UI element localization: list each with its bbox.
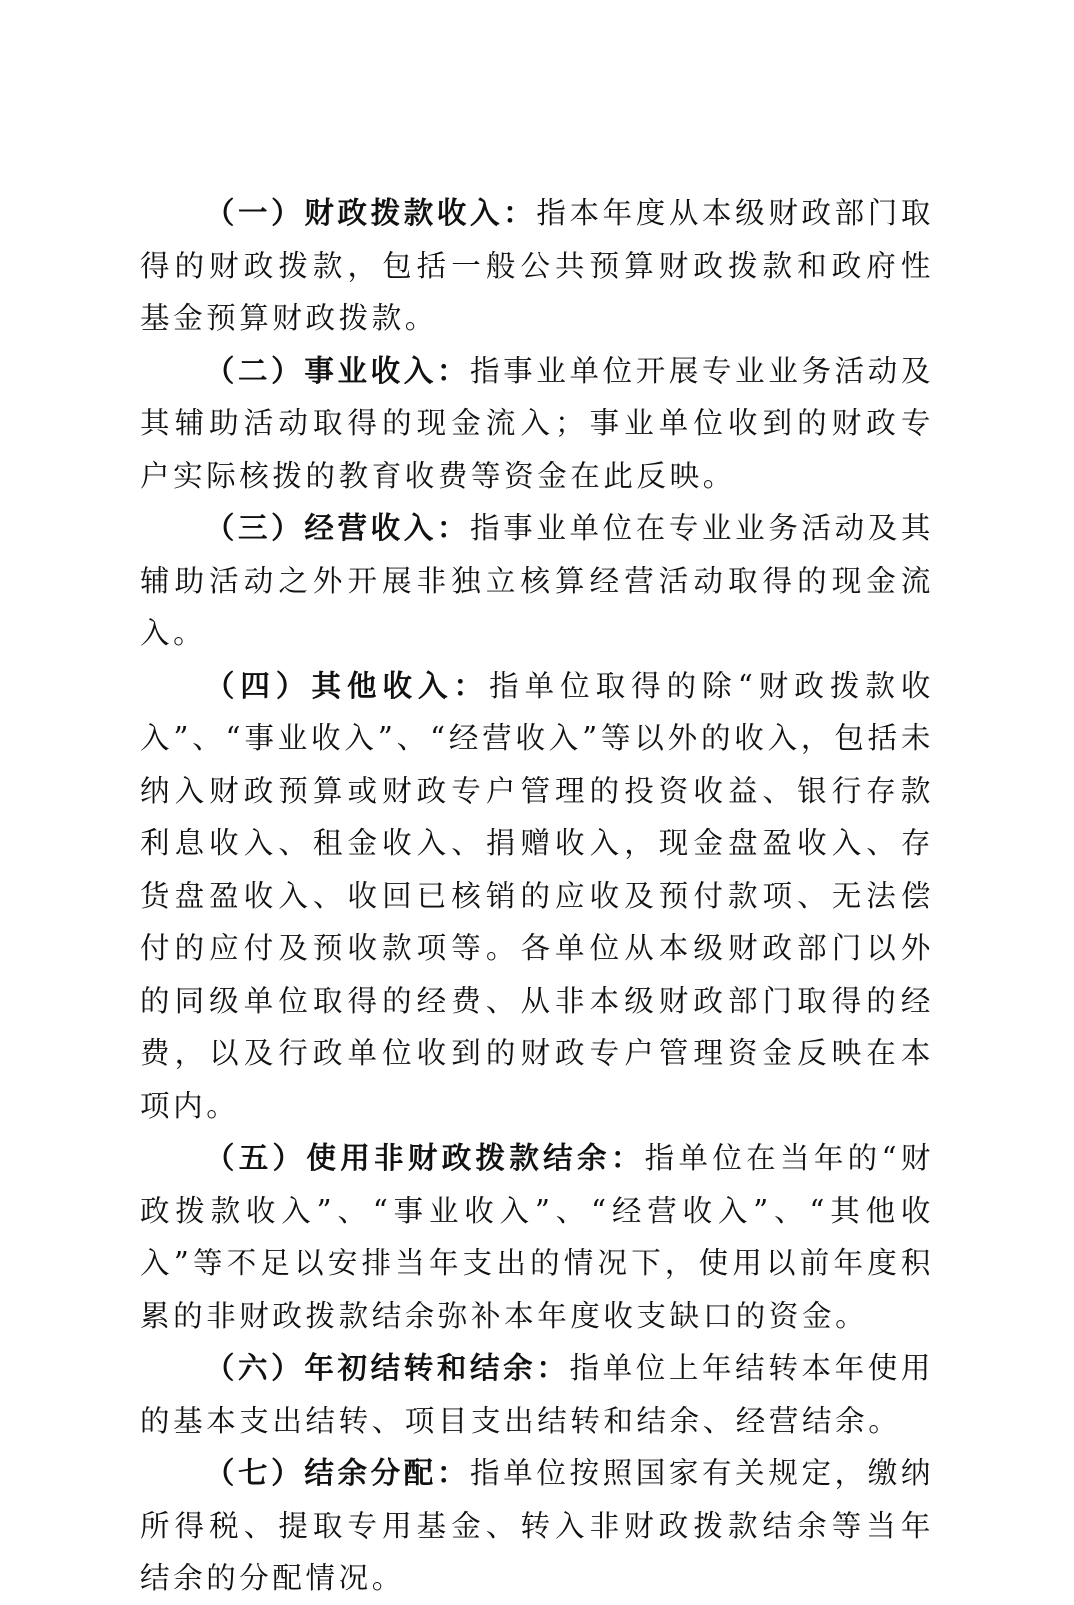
paragraph-text: 指单位取得的除“财政拨款收入”、“事业收入”、“经营收入”等以外的收入，包括未纳入财政预算或财政专户管理的投资收益、银行存款利息收入、租金收入、捐赠收入，现金盘盈收入、存货盘盈收入、收回已核销的应收及预付款项、无法偿付的应付及预收款项等。各单位从本级财政部门以外的同级单位取得的经费、从非本级财政部门取得的经费，以及行政单位收到的财政专户管理资金反映在本项内。	[140, 668, 934, 1123]
paragraph-text: 指单位在当年的“财政拨款收入”、“事业收入”、“经营收入”、“其他收入”等不足以安排当年支出的情况下，使用以前年度积累的非财政拨款结余弥补本年度收支缺口的资金。	[140, 1141, 934, 1333]
paragraph-heading: （五）使用非财政拨款结余：	[204, 1140, 645, 1175]
paragraph-business-income	[140, 345, 934, 503]
paragraph-heading: （一）财政拨款收入：	[204, 195, 537, 230]
paragraph-other-income	[140, 660, 934, 1133]
paragraph-text: 指事业单位开展专业业务活动及其辅助活动取得的现金流入；事业单位收到的财政专户实际核拨的教育收费等资金在此反映。	[140, 353, 934, 493]
paragraph-text: 指单位上年结转本年使用的基本支出结转、项目支出结转和结余、经营结余。	[140, 1351, 934, 1438]
paragraph-text: 指事业单位在专业业务活动及其辅助活动之外开展非独立核算经营活动取得的现金流入。	[140, 511, 934, 650]
paragraph-text: 指单位按照国家有关规定，缴纳所得税、提取专用基金、转入非财政拨款结余等当年结余的分配情况。	[140, 1456, 934, 1595]
document-body	[140, 187, 934, 1605]
paragraph-heading: （三）经营收入：	[204, 510, 471, 545]
paragraph-surplus-distribution	[140, 1447, 934, 1605]
paragraph-heading: （七）结余分配：	[204, 1455, 471, 1490]
paragraph-fiscal-appropriation-income	[140, 187, 934, 345]
paragraph-heading: （二）事业收入：	[204, 352, 471, 388]
paragraph-text: 指本年度从本级财政部门取得的财政拨款，包括一般公共预算财政拨款和政府性基金预算财政拨款。	[140, 196, 934, 335]
paragraph-non-fiscal-surplus-use	[140, 1132, 934, 1342]
paragraph-heading: （四）其他收入：	[204, 667, 490, 703]
paragraph-carryover-and-surplus	[140, 1342, 934, 1447]
paragraph-heading: （六）年初结转和结余：	[204, 1350, 570, 1385]
paragraph-operating-income	[140, 502, 934, 660]
